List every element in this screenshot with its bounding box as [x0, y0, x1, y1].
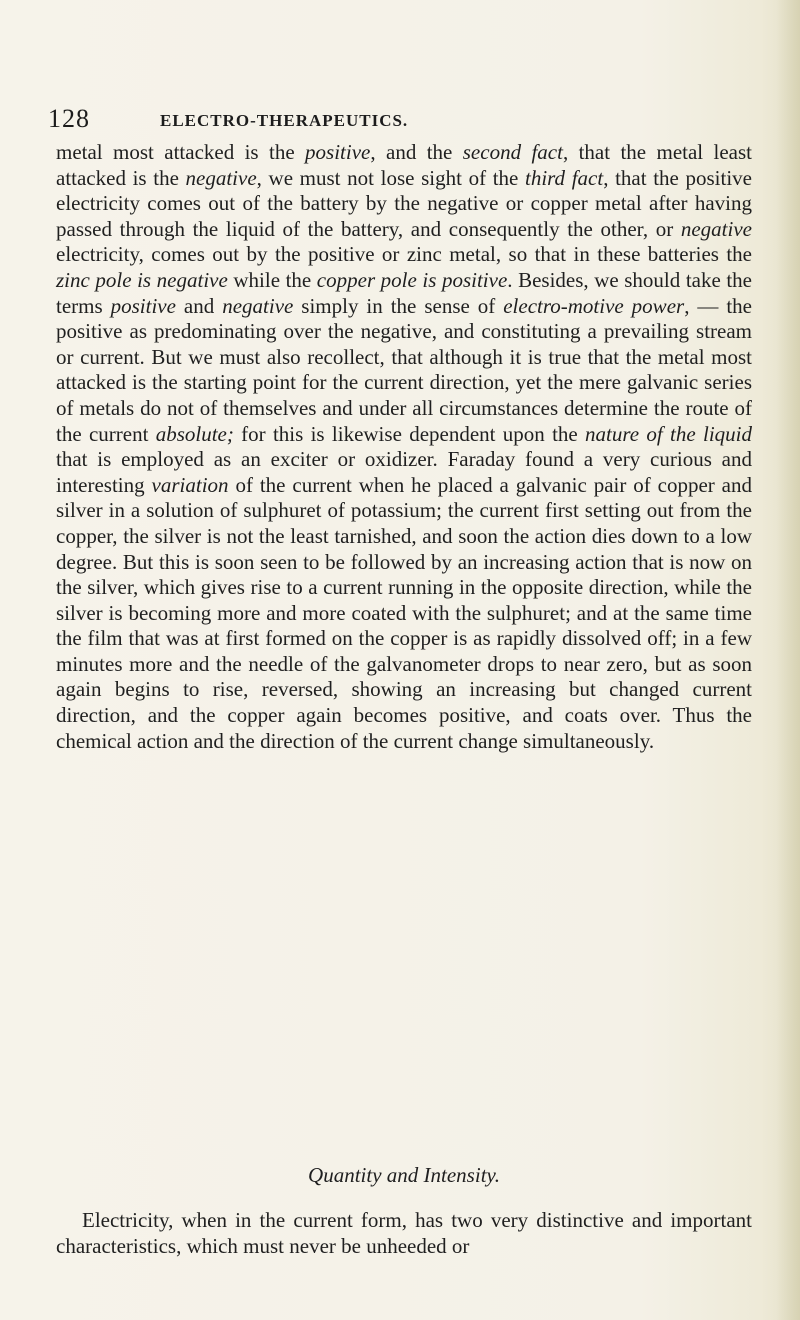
text-run: electricity, comes out by the positive or zinc metal, so that in these batteries the: [56, 242, 752, 267]
text-run: . Besides, we should take the terms: [56, 267, 753, 318]
text-run: , that the positive electricity comes out of the battery by the negative or copper metal after having passed through the liquid of the battery, and consequently the other, or: [56, 165, 752, 241]
italic-run: absolute;: [155, 421, 234, 446]
italic-run: third fact: [525, 165, 604, 190]
italic-run: positive: [305, 140, 371, 164]
italic-run: copper pole is positive: [316, 267, 508, 292]
italic-run: electro-motive power: [503, 293, 685, 318]
page-header: [48, 104, 748, 134]
paragraph-2: Electricity, when in the current form, has two very distinctive and important characteristics, which must never be unheeded or: [56, 1208, 752, 1258]
italic-run: negative: [680, 216, 752, 241]
italic-run: negative: [185, 165, 257, 190]
text-run: while the: [227, 267, 317, 292]
text-run: for this is likewise dependent upon the: [233, 421, 586, 446]
text-run: , we must not lose sight of the: [256, 165, 525, 190]
italic-run: positive: [110, 293, 176, 318]
text-run: , that the metal least attacked is the: [56, 140, 752, 190]
italic-run: variation: [151, 472, 229, 497]
paragraph-1: [56, 140, 752, 754]
section-heading: Quantity and Intensity.: [308, 1163, 500, 1187]
running-head: ELECTRO-THERAPEUTICS.: [160, 111, 409, 130]
page-number: 128: [48, 104, 90, 133]
body-paragraph: [56, 140, 752, 754]
text-run: simply in the sense of: [293, 293, 504, 318]
italic-run: nature of the liquid: [585, 421, 752, 446]
text-run: , — the positive as predominating over the negative, and constituting a prevailing stream or current. But we must also recollect, that although it is true that the metal most attacked is the starting point for the current direction, yet the mere galvanic series of metals do not of themselves and under all circumstances determine the route of the current: [56, 293, 753, 446]
text-run: that is employed as an exciter or oxidizer. Faraday found a very curious and interesting: [56, 447, 752, 497]
italic-run: zinc pole is negative: [56, 267, 228, 292]
italic-run: second fact: [462, 140, 563, 164]
text-run: of the current when he placed a galvanic pair of copper and silver in a solution of sulphuret of potassium; the current first setting out from the copper, the silver is not the least tarnished, and soon the action dies down to a low degree. But this is soon seen to be followed by an increasing action that is now on the silver, which gives rise to a current running in the opposite direction, while the silver is becoming more and more coated with the sulphuret; and at the same time the film that was at first formed on the copper is as rapidly dissolved off; in a few minutes more and the needle of the galvanometer drops to near zero, but as soon again begins to rise, reversed, showing an increasing but changed current direction, and the copper again becomes positive, and coats over. Thus the chemical action and the direction of the current change simultaneously.: [56, 472, 752, 753]
text-run: metal most attacked is the: [56, 140, 306, 164]
text-run: and: [175, 293, 223, 318]
page-edge-shadow: [776, 0, 800, 1320]
text-run: , and the: [370, 140, 463, 164]
italic-run: negative: [222, 293, 294, 318]
